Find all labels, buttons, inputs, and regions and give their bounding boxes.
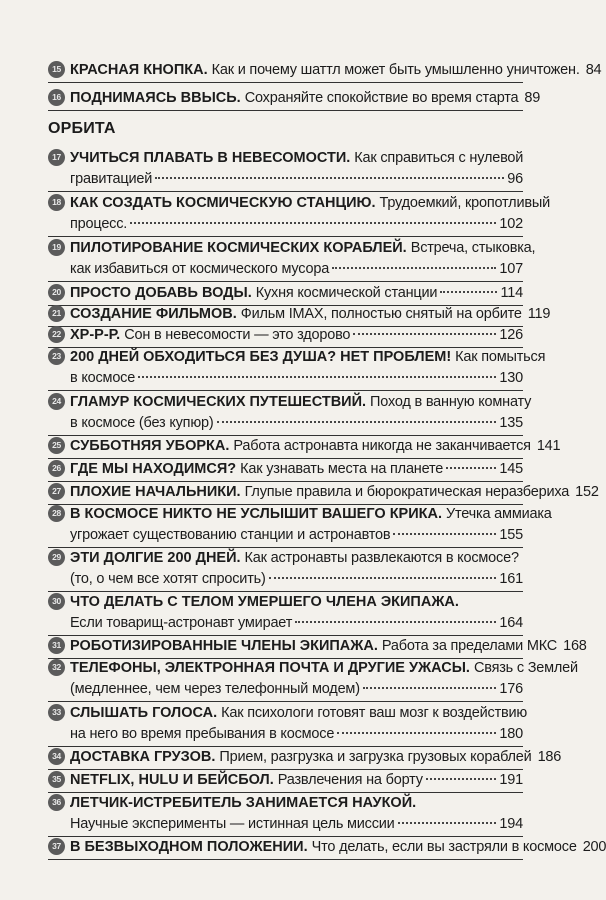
toc-entry[interactable]	[48, 148, 523, 190]
entry-separator	[48, 281, 523, 282]
chapter-number-badge: 26	[48, 460, 65, 477]
chapter-description: Сохраняйте спокойствие во время старта	[244, 90, 519, 106]
chapter-description-continued: (медленнее, чем через телефонный модем)	[70, 681, 360, 697]
toc-entry[interactable]	[48, 592, 523, 634]
toc-entry[interactable]	[48, 392, 532, 434]
toc-entry[interactable]	[48, 548, 523, 590]
chapter-number-badge: 24	[48, 393, 65, 410]
leader-dots	[446, 467, 496, 469]
toc-entry[interactable]	[48, 325, 523, 346]
chapter-description-continued: гравитацией	[70, 171, 153, 187]
chapter-description: Как и почему шаттл может быть умышленно уничтожен.	[211, 62, 580, 78]
entry-separator	[48, 701, 523, 702]
toc-entry[interactable]	[48, 747, 562, 768]
page-number: 155	[499, 527, 523, 543]
leader-dots	[130, 222, 496, 224]
chapter-description: Как помыться	[455, 349, 546, 365]
page-number: 145	[499, 461, 523, 477]
chapter-title: ХР-Р-Р.	[70, 327, 121, 343]
page-number: 176	[499, 681, 523, 697]
chapter-number-badge: 36	[48, 794, 65, 811]
toc-entry[interactable]	[48, 88, 541, 109]
chapter-description-continued: Научные эксперименты — истинная цель миссии	[70, 816, 395, 832]
chapter-description: Кухня космической станции	[255, 285, 438, 301]
leader-dots	[426, 778, 497, 780]
chapter-title: ГДЕ МЫ НАХОДИМСЯ?	[70, 461, 237, 477]
chapter-description: Развлечения на борту	[277, 772, 423, 788]
chapter-description: Встреча, стыковка,	[410, 240, 536, 256]
chapter-title: СУББОТНЯЯ УБОРКА.	[70, 438, 230, 454]
chapter-number-badge: 30	[48, 593, 65, 610]
toc-entry[interactable]	[48, 636, 587, 657]
page-number: 152	[575, 484, 599, 500]
chapter-description: Глупые правила и бюрократическая неразбериха	[244, 484, 570, 500]
chapter-description-continued: как избавиться от космического мусора	[70, 261, 330, 277]
chapter-title: ЭТИ ДОЛГИЕ 200 ДНЕЙ.	[70, 550, 241, 566]
toc-entry[interactable]	[48, 304, 551, 325]
chapter-title: ЧТО ДЕЛАТЬ С ТЕЛОМ УМЕРШЕГО ЧЛЕНА ЭКИПАЖА.	[70, 594, 459, 610]
chapter-number-badge: 16	[48, 89, 65, 106]
chapter-number-badge: 25	[48, 437, 65, 454]
chapter-number-badge: 18	[48, 194, 65, 211]
chapter-title: ГЛАМУР КОСМИЧЕСКИХ ПУТЕШЕСТВИЙ.	[70, 394, 367, 410]
page-number: 114	[500, 285, 523, 301]
leader-dots	[332, 267, 496, 269]
page-number: 194	[499, 816, 523, 832]
toc-entry[interactable]	[48, 347, 546, 389]
chapter-number-badge: 35	[48, 771, 65, 788]
chapter-title: КАК СОЗДАТЬ КОСМИЧЕСКУЮ СТАНЦИЮ.	[70, 195, 376, 211]
chapter-title: УЧИТЬСЯ ПЛАВАТЬ В НЕВЕСОМОСТИ.	[70, 150, 351, 166]
chapter-description-continued: угрожает существованию станции и астронавтов	[70, 527, 391, 543]
chapter-title: NETFLIX, HULU И БЕЙСБОЛ.	[70, 772, 274, 788]
chapter-title: ПЛОХИЕ НАЧАЛЬНИКИ.	[70, 484, 241, 500]
chapter-number-badge: 32	[48, 659, 65, 676]
chapter-description: Утечка аммиака	[446, 506, 552, 522]
entry-separator	[48, 236, 523, 237]
chapter-number-badge: 19	[48, 239, 65, 256]
chapter-number-badge: 31	[48, 637, 65, 654]
chapter-number-badge: 33	[48, 704, 65, 721]
page-number: 168	[563, 638, 587, 654]
chapter-description: Что делать, если вы застряли в космосе	[311, 839, 577, 855]
chapter-description-continued: в космосе	[70, 370, 136, 386]
toc-entry[interactable]	[48, 504, 552, 546]
leader-dots	[155, 177, 504, 179]
entry-separator	[48, 82, 523, 83]
chapter-description-continued: (то, о чем все хотят спросить)	[70, 571, 266, 587]
page-number: 96	[507, 171, 523, 187]
chapter-number-badge: 15	[48, 61, 65, 78]
chapter-title: ПИЛОТИРОВАНИЕ КОСМИЧЕСКИХ КОРАБЛЕЙ.	[70, 240, 407, 256]
chapter-description: Как справиться с нулевой	[354, 150, 524, 166]
chapter-description-continued: процесс.	[70, 216, 128, 232]
chapter-description: Сон в невесомости — это здорово	[124, 327, 351, 343]
leader-dots	[393, 533, 496, 535]
chapter-number-badge: 34	[48, 748, 65, 765]
chapter-description: Как психологи готовят ваш мозг к воздействию	[221, 705, 528, 721]
toc-entry[interactable]	[48, 658, 578, 700]
chapter-description: Трудоемкий, кропотливый	[379, 195, 550, 211]
chapter-number-badge: 21	[48, 305, 65, 322]
chapter-description: Прием, разгрузка и загрузка грузовых кораблей	[219, 749, 532, 765]
chapter-description-continued: на него во время пребывания в космосе	[70, 726, 335, 742]
leader-dots	[353, 333, 496, 335]
entry-separator	[48, 110, 523, 111]
chapter-title: ДОСТАВКА ГРУЗОВ.	[70, 749, 216, 765]
toc-entry[interactable]	[48, 793, 523, 835]
page-number: 200	[582, 839, 606, 855]
toc-entry[interactable]	[48, 770, 523, 791]
chapter-title: КРАСНАЯ КНОПКА.	[70, 62, 208, 78]
page-number: 135	[499, 415, 523, 431]
leader-dots	[269, 577, 497, 579]
chapter-title: СОЗДАНИЕ ФИЛЬМОВ.	[70, 306, 237, 322]
chapter-description: Работа астронавта никогда не заканчивается	[233, 438, 531, 454]
chapter-description: Поход в ванную комнату	[370, 394, 532, 410]
toc-entry[interactable]	[48, 238, 536, 280]
chapter-title: В КОСМОСЕ НИКТО НЕ УСЛЫШИТ ВАШЕГО КРИКА.	[70, 506, 442, 522]
chapter-number-badge: 17	[48, 149, 65, 166]
entry-separator	[48, 859, 523, 860]
chapter-number-badge: 23	[48, 348, 65, 365]
toc-entry[interactable]	[48, 60, 602, 81]
chapter-number-badge: 29	[48, 549, 65, 566]
chapter-title: ПРОСТО ДОБАВЬ ВОДЫ.	[70, 285, 252, 301]
chapter-number-badge: 22	[48, 326, 65, 343]
chapter-title: ТЕЛЕФОНЫ, ЭЛЕКТРОННАЯ ПОЧТА И ДРУГИЕ УЖАСЫ.	[70, 660, 470, 676]
page-number: 164	[499, 615, 523, 631]
entry-separator	[48, 390, 523, 391]
chapter-description: Работа за пределами МКС	[381, 638, 558, 654]
page-number: 180	[499, 726, 523, 742]
leader-dots	[398, 822, 497, 824]
toc-entry[interactable]	[48, 482, 599, 503]
leader-dots	[295, 621, 496, 623]
toc-entry[interactable]	[48, 436, 561, 457]
leader-dots	[363, 687, 497, 689]
page-number: 186	[537, 749, 562, 765]
entry-separator	[48, 191, 523, 192]
toc-entry[interactable]	[48, 703, 528, 745]
toc-entry[interactable]	[48, 837, 606, 858]
page-number: 191	[499, 772, 523, 788]
chapter-description: Связь с Землей	[473, 660, 578, 676]
chapter-title: В БЕЗВЫХОДНОМ ПОЛОЖЕНИИ.	[70, 839, 308, 855]
chapter-number-badge: 27	[48, 483, 65, 500]
page-number: 89	[524, 90, 541, 106]
chapter-description: Как астронавты развлекаются в космосе?	[244, 550, 519, 566]
chapter-title: СЛЫШАТЬ ГОЛОСА.	[70, 705, 218, 721]
chapter-number-badge: 37	[48, 838, 65, 855]
chapter-title: ЛЕТЧИК-ИСТРЕБИТЕЛЬ ЗАНИМАЕТСЯ НАУКОЙ.	[70, 795, 417, 811]
chapter-description-continued: Если товарищ-астронавт умирает	[70, 615, 293, 631]
chapter-description: Как узнавать места на планете	[240, 461, 444, 477]
leader-dots	[138, 376, 496, 378]
chapter-number-badge: 20	[48, 284, 65, 301]
section-heading: ОРБИТА	[48, 120, 116, 137]
page-number: 130	[499, 370, 523, 386]
chapter-title: ПОДНИМАЯСЬ ВВЫСЬ.	[70, 90, 241, 106]
chapter-title: 200 ДНЕЙ ОБХОДИТЬСЯ БЕЗ ДУША? НЕТ ПРОБЛЕМ!	[70, 349, 452, 365]
page-number: 126	[499, 327, 523, 343]
page-number: 161	[499, 571, 523, 587]
toc-entry[interactable]	[48, 193, 550, 235]
chapter-description-continued: в космосе (без купюр)	[70, 415, 214, 431]
leader-dots	[337, 732, 496, 734]
page-number: 107	[499, 261, 523, 277]
chapter-description: Фильм IMAX, полностью снятый на орбите	[240, 306, 522, 322]
page-number: 141	[536, 438, 561, 454]
page-number: 102	[499, 216, 523, 232]
page-number: 119	[527, 306, 551, 322]
chapter-title: РОБОТИЗИРОВАННЫЕ ЧЛЕНЫ ЭКИПАЖА.	[70, 638, 378, 654]
toc-entry[interactable]	[48, 283, 523, 304]
chapter-number-badge: 28	[48, 505, 65, 522]
leader-dots	[217, 421, 497, 423]
page-number: 84	[585, 62, 602, 78]
toc-entry[interactable]	[48, 459, 523, 480]
leader-dots	[440, 291, 497, 293]
